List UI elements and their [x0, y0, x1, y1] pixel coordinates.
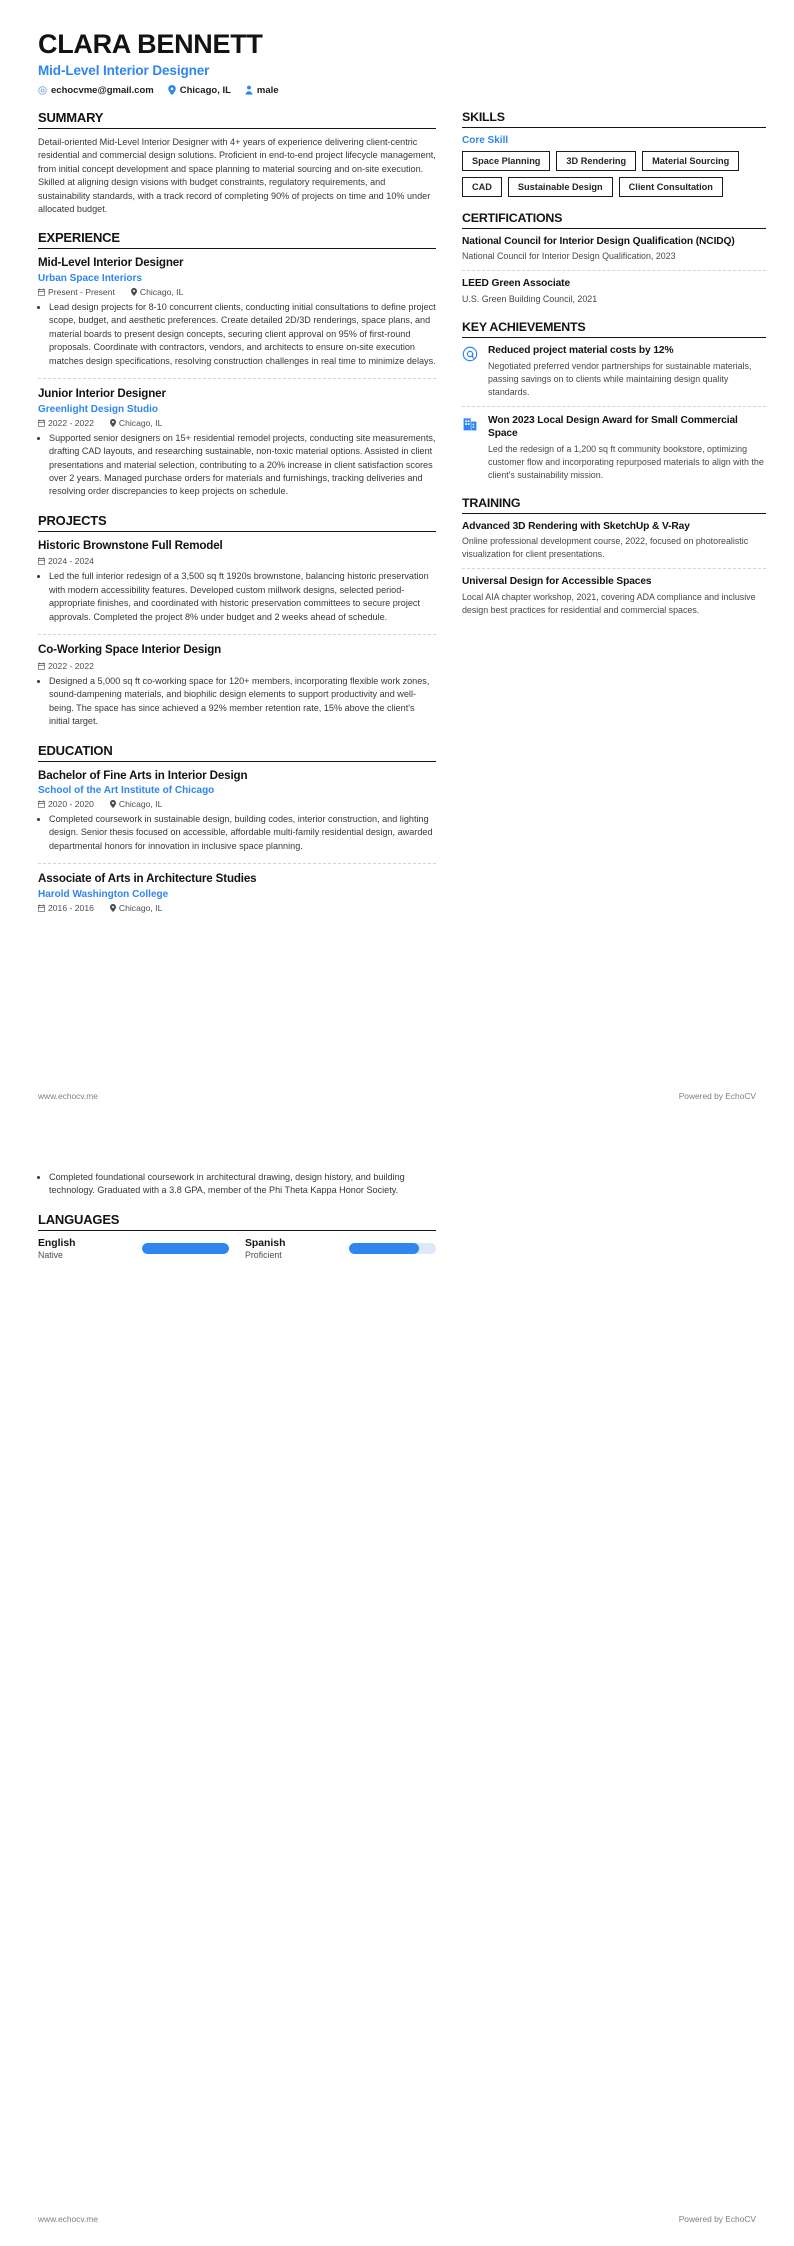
certification-issuer: National Council for Interior Design Qualification, 2023	[462, 251, 676, 262]
certification-name: LEED Green Associate	[462, 278, 571, 290]
language-list	[38, 1238, 436, 1260]
section-skills	[462, 110, 766, 197]
certification-item	[462, 278, 766, 306]
education-dates-value: 2020 - 2020	[48, 798, 94, 809]
education-location-value: Chicago, IL	[118, 798, 163, 809]
language-name: Spanish	[245, 1237, 286, 1249]
footer-powered-by: Powered by EchoCV	[678, 2214, 756, 2224]
skill-tag[interactable]: Material Sourcing	[642, 151, 739, 171]
building-icon	[462, 415, 480, 481]
experience-location	[110, 418, 162, 428]
education-entry	[38, 872, 436, 912]
project-bullets	[38, 675, 436, 729]
section-projects	[38, 513, 436, 729]
section-training	[462, 496, 766, 617]
education-degree: Associate of Arts in Architecture Studies	[38, 872, 257, 886]
section-experience	[38, 230, 436, 499]
section-key-achievements	[462, 320, 766, 482]
project-dates-value: 2022 - 2022	[48, 660, 94, 671]
education-location	[110, 799, 162, 809]
language-name: English	[38, 1237, 76, 1249]
calendar-icon	[38, 419, 45, 427]
experience-heading: EXPERIENCE	[38, 230, 436, 249]
experience-dates-value: 2022 - 2022	[48, 417, 94, 428]
contact-email-value: echocvme@gmail.com	[51, 84, 154, 96]
experience-dates	[38, 418, 94, 428]
achievement-description: Negotiated preferred vendor partnerships for sustainable materials, passing savings on to clients while maintaining design quality standards.	[488, 360, 752, 397]
experience-dates-value: Present - Present	[48, 286, 115, 297]
location-pin-icon	[110, 800, 116, 808]
resume-page-2	[0, 1123, 794, 2246]
at-sign-icon	[462, 345, 480, 398]
bullet-item: • Supported senior designers on 15+ residential remodel projects, conducting site measurements, drafting CAD layouts, and researching sustainable, non-toxic material options. Assisted in client presentations and material selection, contributing to a 20% increase in client satisfaction scores over 2 years. Managed purchase orders for materials and furnishings, tracking deliveries and resolving order discrepancies to keep projects on schedule.	[49, 432, 436, 499]
person-icon	[245, 85, 253, 95]
experience-bullets	[38, 432, 436, 499]
education-school: Harold Washington College	[38, 888, 169, 900]
calendar-icon	[38, 288, 45, 296]
education-dates	[38, 799, 94, 809]
experience-dates	[38, 287, 115, 297]
training-description: Online professional development course, 2022, focused on photorealistic visualization for client presentations.	[462, 536, 749, 560]
key-achievements-heading: KEY ACHIEVEMENTS	[462, 320, 766, 338]
project-entry	[38, 643, 436, 728]
resume-header	[38, 30, 756, 96]
experience-meta	[38, 418, 436, 428]
candidate-name: CLARA BENNETT	[38, 29, 263, 59]
email-icon	[38, 86, 47, 95]
experience-bullets	[38, 301, 436, 368]
calendar-icon	[38, 800, 45, 808]
skill-tag-list	[462, 151, 766, 197]
contact-email[interactable]	[38, 85, 154, 96]
language-progress-bar	[349, 1243, 436, 1254]
language-progress-fill	[349, 1243, 419, 1254]
project-entry	[38, 539, 436, 635]
education-dates-value: 2016 - 2016	[48, 902, 94, 913]
bullet-item: • Lead design projects for 8-10 concurrent clients, conducting initial consultations to define project scope, budget, and aesthetic preferences. Create detailed 2D/3D renderings, space plans, and material boards to present design concepts, securing client approval on 95% of first-round proposals. Coordinate with contractors, vendors, and architects to ensure on-site execution matches design specifications, resolving construction challenges in real time to minimize delays.	[49, 301, 436, 368]
summary-heading: SUMMARY	[38, 110, 436, 129]
education-degree: Bachelor of Fine Arts in Interior Design	[38, 768, 248, 782]
section-education-continued	[38, 1171, 436, 1198]
skill-tag[interactable]: Client Consultation	[619, 177, 723, 197]
contact-location	[168, 85, 231, 96]
experience-entry	[38, 256, 436, 379]
experience-meta	[38, 287, 436, 297]
left-column-continued	[38, 1167, 436, 1274]
language-level: Native	[38, 1249, 63, 1260]
training-name: Universal Design for Accessible Spaces	[462, 576, 652, 588]
language-item	[245, 1238, 436, 1260]
contact-row	[38, 85, 756, 96]
achievement-title: Won 2023 Local Design Award for Small Commercial Space	[488, 415, 738, 440]
education-dates	[38, 903, 94, 913]
project-bullets	[38, 570, 436, 624]
experience-role: Mid-Level Interior Designer	[38, 256, 184, 270]
location-pin-icon	[168, 85, 176, 95]
right-column	[462, 110, 766, 631]
summary-text: Detail-oriented Mid-Level Interior Designer with 4+ years of experience delivering client-centric residential and commercial design solutions. Proficient in end-to-end project lifecycle management, from initial concept development and space planning to material sourcing and on-site execution. Skilled at aligning design visions with budget constraints, regulatory requirements, and sustainability standards, with a track record of completing 90% of projects on time and 10% under allocated budget.	[38, 136, 436, 214]
experience-org: Greenlight Design Studio	[38, 403, 159, 415]
section-summary	[38, 110, 436, 217]
education-bullets	[38, 813, 436, 853]
language-level: Proficient	[245, 1249, 282, 1260]
page-footer	[38, 1091, 756, 1101]
achievement-item	[462, 415, 766, 481]
location-pin-icon	[131, 288, 137, 296]
project-name: Historic Brownstone Full Remodel	[38, 538, 223, 552]
footer-powered-by: Powered by EchoCV	[678, 1091, 756, 1101]
section-education	[38, 743, 436, 913]
bullet-item: • Completed foundational coursework in architectural drawing, design history, and building technology. Graduated with a 3.8 GPA, member of the Phi Theta Kappa Honor Society.	[49, 1171, 436, 1198]
skills-group-label: Core Skill	[462, 134, 509, 146]
experience-location-value: Chicago, IL	[139, 286, 184, 297]
education-meta	[38, 799, 436, 809]
education-bullets	[38, 1171, 436, 1198]
page-footer	[38, 2214, 756, 2224]
experience-location-value: Chicago, IL	[118, 417, 163, 428]
education-heading: EDUCATION	[38, 743, 436, 762]
education-location-value: Chicago, IL	[118, 902, 163, 913]
section-languages	[38, 1212, 436, 1260]
language-item	[38, 1238, 229, 1260]
contact-location-value: Chicago, IL	[179, 84, 231, 96]
experience-role: Junior Interior Designer	[38, 387, 166, 401]
certification-name: National Council for Interior Design Qualification (NCIDQ)	[462, 235, 735, 247]
project-meta	[38, 661, 436, 671]
training-heading: TRAINING	[462, 496, 766, 514]
project-name: Co-Working Space Interior Design	[38, 643, 222, 657]
section-certifications	[462, 211, 766, 306]
certification-issuer: U.S. Green Building Council, 2021	[462, 294, 598, 305]
skill-tag[interactable]: 3D Rendering	[556, 151, 636, 171]
calendar-icon	[38, 904, 45, 912]
location-pin-icon	[110, 904, 116, 912]
bullet-item: • Led the full interior redesign of a 3,500 sq ft 1920s brownstone, balancing historic preservation with modern accessibility features. Developed custom millwork designs, selected period-appropriate finishes, and coordinated with historic preservation committees to secure project approvals. Completed the project 8% under budget and 2 weeks ahead of schedule.	[49, 570, 436, 624]
project-meta	[38, 556, 436, 566]
left-column	[38, 110, 436, 927]
achievement-description: Led the redesign of a 1,200 sq ft community bookstore, optimizing customer flow and incorporating repurposed materials to align with the client's sustainability mission.	[488, 443, 764, 480]
project-dates	[38, 556, 94, 566]
education-meta	[38, 903, 436, 913]
location-pin-icon	[110, 419, 116, 427]
language-progress-bar	[142, 1243, 229, 1254]
bullet-item: • Completed coursework in sustainable design, building codes, interior construction, and lighting design. Senior thesis focused on accessible, affordable multi-family residential design, awarded departmental honors for innovation in inclusive space planning.	[49, 813, 436, 853]
footer-website[interactable]: www.echocv.me	[38, 2214, 98, 2224]
contact-gender	[245, 85, 279, 96]
bullet-item: • Designed a 5,000 sq ft co-working space for 120+ members, incorporating flexible work zones, sound-dampening materials, and biophilic design elements to support productivity and well-being. The space has since achieved a 92% member retention rate, 15% above the client's initial target.	[49, 675, 436, 729]
training-description: Local AIA chapter workshop, 2021, covering ADA compliance and inclusive design best practices for residential and commercial spaces.	[462, 592, 756, 615]
certification-item	[462, 236, 766, 272]
project-dates-value: 2024 - 2024	[48, 556, 94, 567]
training-name: Advanced 3D Rendering with SketchUp & V-Ray	[462, 520, 690, 532]
experience-entry	[38, 387, 436, 499]
candidate-headline: Mid-Level Interior Designer	[38, 62, 210, 78]
footer-website[interactable]: www.echocv.me	[38, 1091, 98, 1101]
experience-org: Urban Space Interiors	[38, 272, 142, 284]
calendar-icon	[38, 662, 45, 670]
education-entry	[38, 769, 436, 865]
training-item	[462, 521, 766, 570]
education-school: School of the Art Institute of Chicago	[38, 784, 215, 796]
skill-tag[interactable]: Sustainable Design	[508, 177, 613, 197]
certifications-heading: CERTIFICATIONS	[462, 211, 766, 229]
skill-tag[interactable]: Space Planning	[462, 151, 550, 171]
experience-location	[131, 287, 183, 297]
education-location	[110, 903, 162, 913]
calendar-icon	[38, 557, 45, 565]
project-dates	[38, 661, 94, 671]
projects-heading: PROJECTS	[38, 513, 436, 532]
contact-gender-value: male	[256, 84, 279, 96]
languages-heading: LANGUAGES	[38, 1212, 436, 1231]
language-progress-fill	[142, 1243, 229, 1254]
training-item	[462, 576, 766, 617]
achievement-title: Reduced project material costs by 12%	[488, 345, 674, 356]
skill-tag[interactable]: CAD	[462, 177, 502, 197]
skills-heading: SKILLS	[462, 110, 766, 128]
achievement-item	[462, 345, 766, 407]
